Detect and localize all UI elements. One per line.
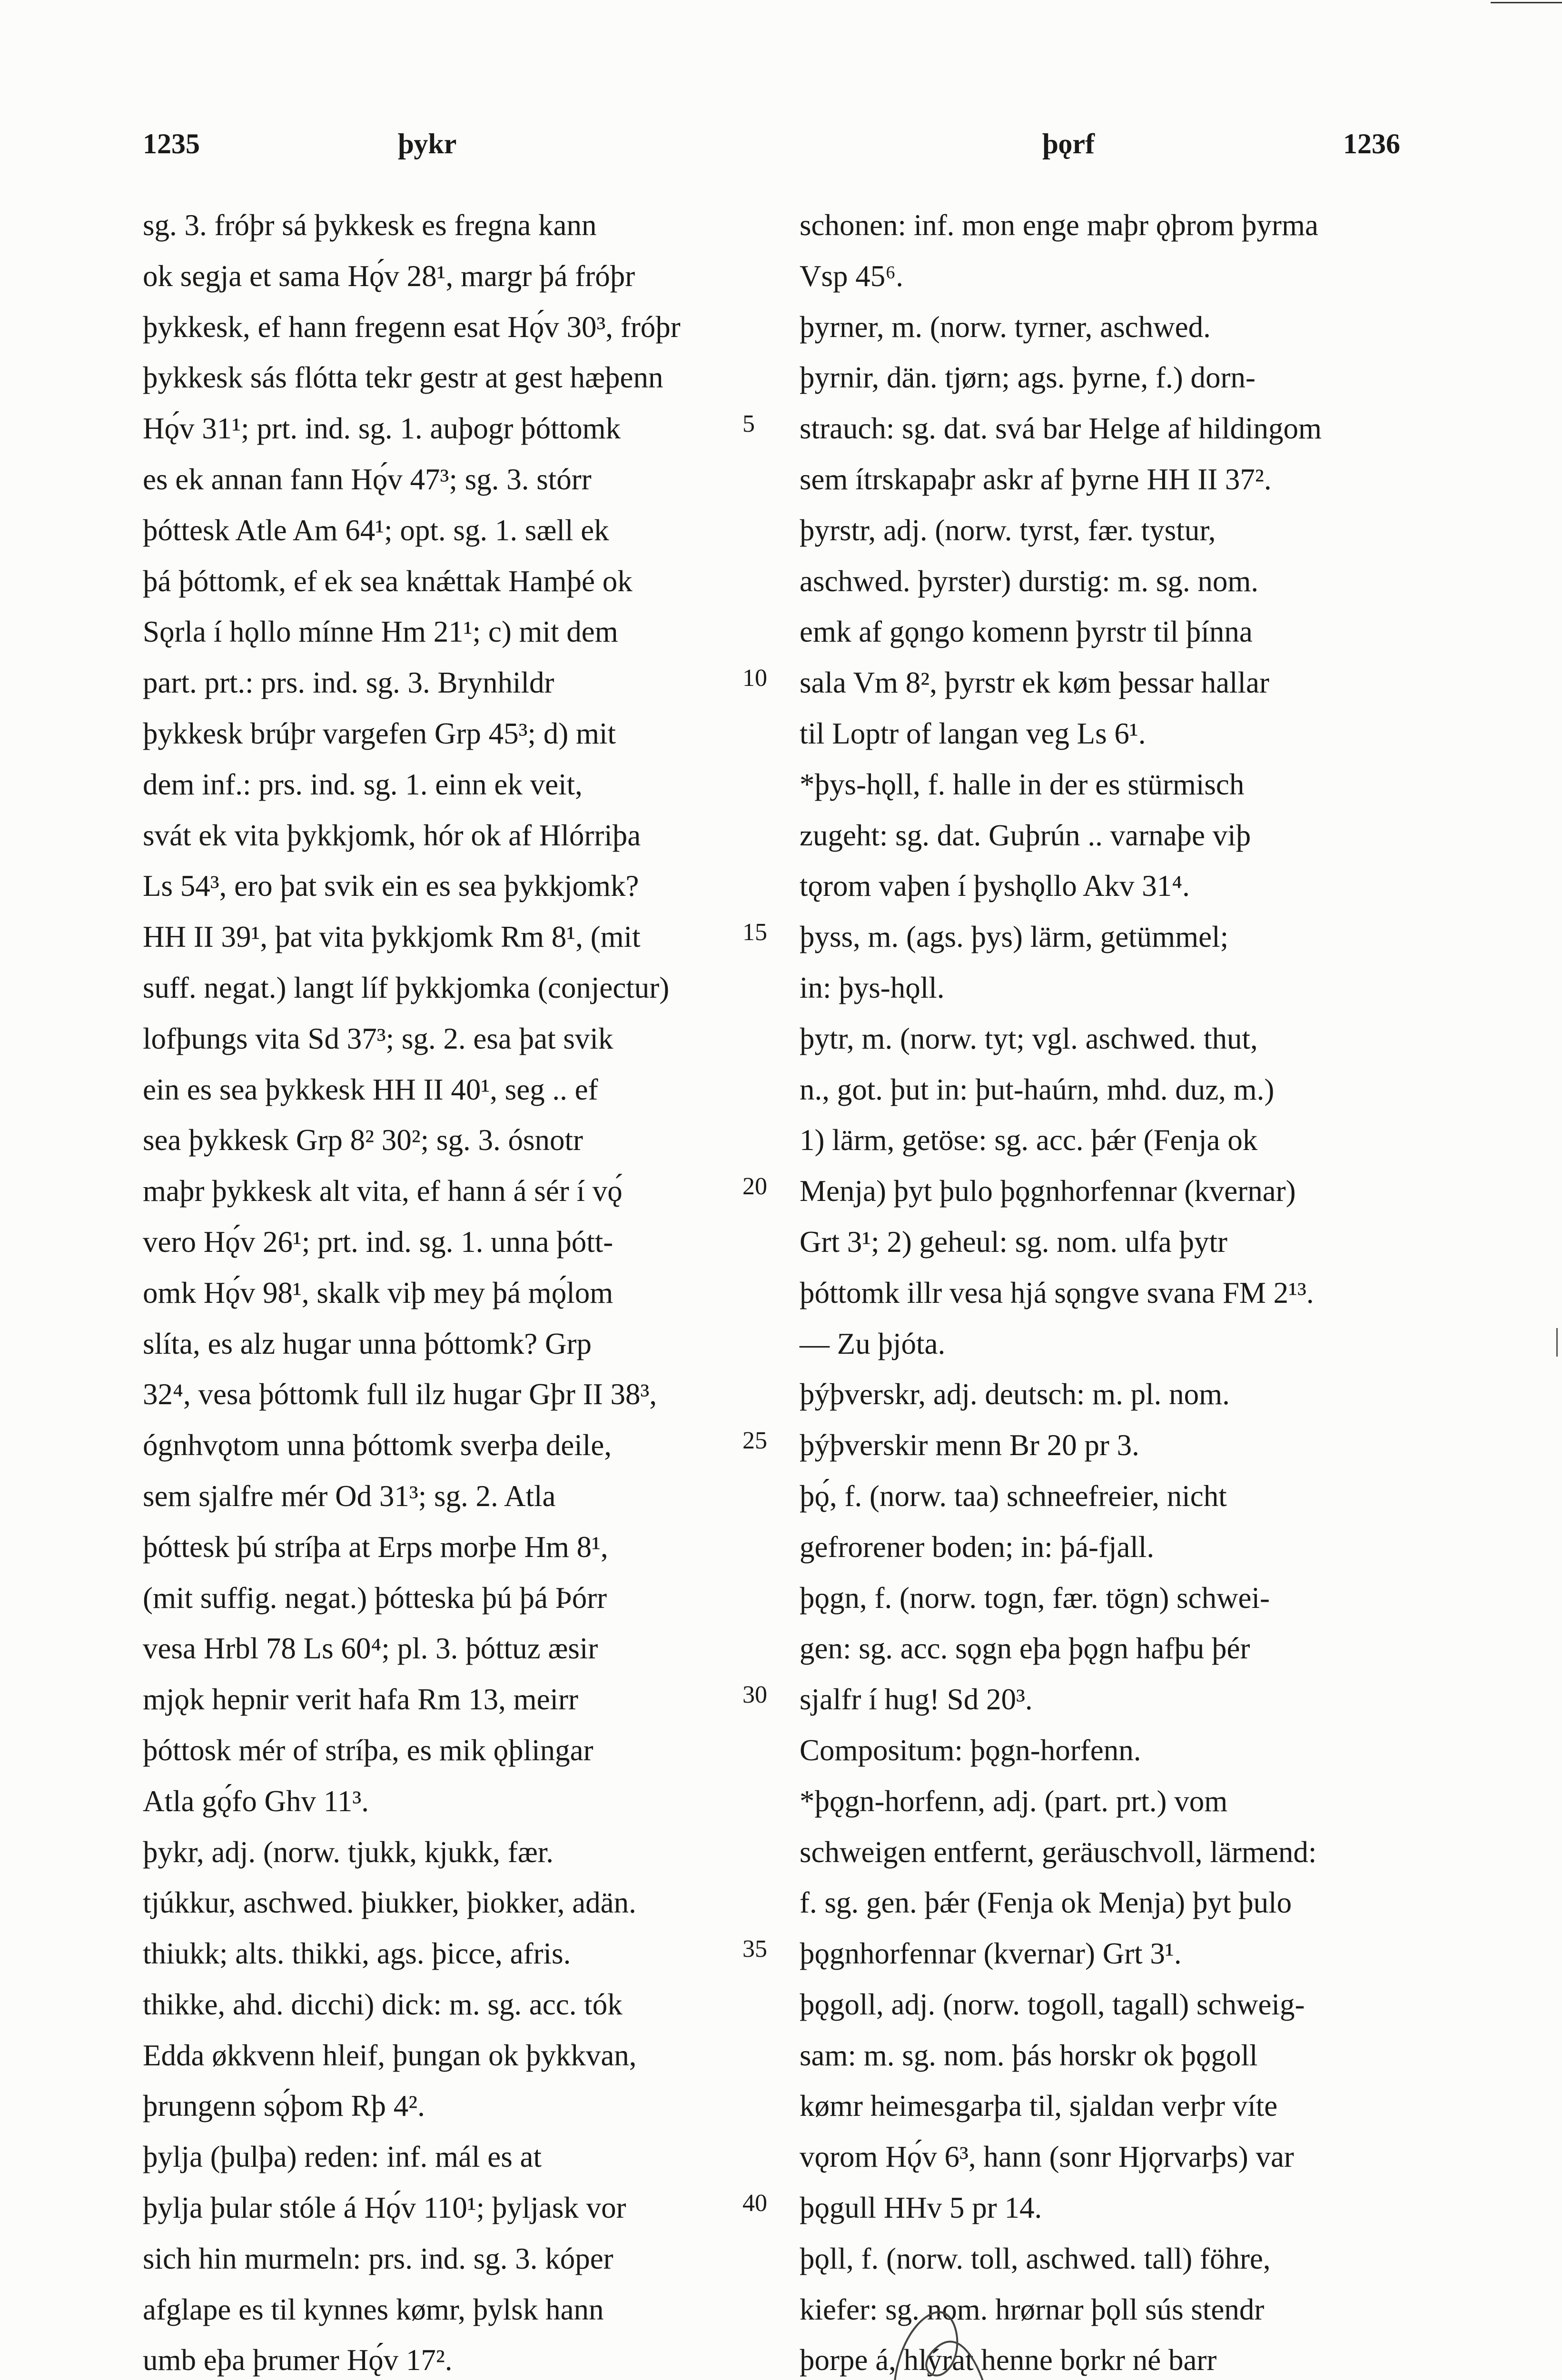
text-line: emk af gǫngo komenn þyrstr til þínna <box>800 615 1253 649</box>
text-line: til Loptr of langan veg Ls 6¹. <box>800 716 1146 750</box>
text-line: þorpe á, hlýrat henne bǫrkr né barr <box>800 2343 1217 2377</box>
text-line: þóttesk þú stríþa at Erps morþe Hm 8¹, <box>143 1530 608 1564</box>
text-line: sala Vm 8², þyrstr ek køm þessar hallar <box>800 666 1269 700</box>
text-line: þýþverskir menn Br 20 pr 3. <box>800 1428 1139 1462</box>
text-line: þóttosk mér of stríþa, es mik ǫþlingar <box>143 1733 593 1767</box>
text-line: þóttomk illr vesa hjá sǫngve svana FM 2¹³. <box>800 1276 1314 1309</box>
text-line: Hǫ́v 31¹; prt. ind. sg. 1. auþogr þóttomk <box>143 412 621 446</box>
text-line: gen: sg. acc. sǫgn eþa þǫgn hafþu þér <box>800 1632 1250 1666</box>
text-line: f. sg. gen. þǽr (Fenja ok Menja) þyt þulo <box>800 1886 1292 1920</box>
text-line: omk Hǫ́v 98¹, skalk viþ mey þá mǫ́lom <box>143 1276 613 1309</box>
right-running-head: þǫrf <box>1042 128 1095 159</box>
text-line: þyrnir, dän. tjørn; ags. þyrne, f.) dorn- <box>800 361 1256 395</box>
text-line: tjúkkur, aschwed. þiukker, þiokker, adän. <box>143 1886 636 1920</box>
text-line: vǫrom Hǫ́v 6³, hann (sonr Hjǫrvarþs) var <box>800 2140 1294 2174</box>
line-number: 10 <box>742 664 767 692</box>
text-line: þylja (þulþa) reden: inf. mál es at <box>143 2140 542 2174</box>
left-running-head: þykr <box>398 128 457 159</box>
text-line: þytr, m. (norw. tyt; vgl. aschwed. thut, <box>800 1021 1258 1055</box>
text-line: tǫrom vaþen í þyshǫllo Akv 31⁴. <box>800 869 1190 903</box>
text-line: þǫgoll, adj. (norw. togoll, tagall) schweig- <box>800 1987 1305 2021</box>
line-number: 30 <box>742 1681 767 1709</box>
text-line: sjalfr í hug! Sd 20³. <box>800 1683 1033 1716</box>
text-line: 32⁴, vesa þóttomk full ilz hugar Gþr II 38³, <box>143 1378 657 1411</box>
text-line: gefrorener boden; in: þá-fjall. <box>800 1530 1155 1564</box>
text-line: þykkesk, ef hann fregenn esat Hǫ́v 30³, fróþr <box>143 310 681 344</box>
right-column <box>800 200 1423 2380</box>
text-line: afglape es til kynnes kømr, þylsk hann <box>143 2292 604 2326</box>
text-line: part. prt.: prs. ind. sg. 3. Brynhildr <box>143 666 554 700</box>
text-line: aschwed. þyrster) durstig: m. sg. nom. <box>800 564 1259 598</box>
margin-mark <box>1556 1328 1558 1357</box>
text-line: (mit suffig. negat.) þótteska þú þá Þórr <box>143 1581 607 1615</box>
text-line: svát ek vita þykkjomk, hór ok af Hlórriþa <box>143 818 641 852</box>
text-line: n., got. þut in: þut-haúrn, mhd. duz, m.) <box>800 1072 1275 1106</box>
right-page-number: 1236 <box>1343 128 1400 159</box>
line-number: 40 <box>742 2190 767 2217</box>
text-line: þóttesk Atle Am 64¹; opt. sg. 1. sæll ek <box>143 513 609 547</box>
text-line: þylja þular stóle á Hǫ́v 110¹; þyljask vor <box>143 2191 626 2225</box>
text-line: zugeht: sg. dat. Guþrún .. varnaþe viþ <box>800 818 1251 852</box>
text-line: in: þys-hǫll. <box>800 971 945 1004</box>
text-line: *þǫgn-horfenn, adj. (part. prt.) vom <box>800 1784 1228 1818</box>
line-number: 5 <box>742 410 755 438</box>
text-line: mjǫk hepnir verit hafa Rm 13, meirr <box>143 1683 579 1716</box>
text-line: umb eþa þrumer Hǫ́v 17². <box>143 2343 453 2377</box>
text-line: þyrner, m. (norw. tyrner, aschwed. <box>800 310 1211 344</box>
text-line: þrungenn sǫ́þom Rþ 4². <box>143 2089 425 2123</box>
left-page-number: 1235 <box>143 128 200 159</box>
text-line: lofþungs vita Sd 37³; sg. 2. esa þat svik <box>143 1021 613 1055</box>
text-line: sem ítrskapaþr askr af þyrne HH II 37². <box>800 462 1272 496</box>
text-line: þykr, adj. (norw. tjukk, kjukk, fær. <box>143 1835 554 1869</box>
text-line: þǫgnhorfennar (kvernar) Grt 3¹. <box>800 1937 1182 1971</box>
text-line: ok segja et sama Hǫ́v 28¹, margr þá fróþr <box>143 259 635 293</box>
line-number: 15 <box>742 919 767 946</box>
text-line: sich hin murmeln: prs. ind. sg. 3. kóper <box>143 2241 613 2275</box>
text-line: þǫ́, f. (norw. taa) schneefreier, nicht <box>800 1479 1227 1513</box>
text-line: Vsp 45⁶. <box>800 259 903 293</box>
text-line: sg. 3. fróþr sá þykkesk es fregna kann <box>143 208 597 242</box>
text-line: þykkesk brúþr vargefen Grp 45³; d) mit <box>143 716 616 750</box>
text-line: þyss, m. (ags. þys) lärm, getümmel; <box>800 920 1229 954</box>
text-line: vesa Hrbl 78 Ls 60⁴; pl. 3. þóttuz æsir <box>143 1632 598 1666</box>
text-line: þýþverskr, adj. deutsch: m. pl. nom. <box>800 1378 1230 1411</box>
text-line: Compositum: þǫgn-horfenn. <box>800 1733 1141 1767</box>
text-line: vero Hǫ́v 26¹; prt. ind. sg. 1. unna þótt- <box>143 1225 613 1259</box>
text-line: strauch: sg. dat. svá bar Helge af hildingom <box>800 412 1322 446</box>
text-line: Ls 54³, ero þat svik ein es sea þykkjomk? <box>143 869 639 903</box>
text-line: þá þóttomk, ef ek sea knǽttak Hamþé ok <box>143 564 633 598</box>
text-line: ógnhvǫtom unna þóttomk sverþa deile, <box>143 1428 612 1462</box>
text-line: thiukk; alts. thikki, ags. þicce, afris. <box>143 1937 571 1971</box>
text-line: Atla gǫ́fo Ghv 11³. <box>143 1784 369 1818</box>
text-line: slíta, es alz hugar unna þóttomk? Grp <box>143 1327 592 1360</box>
text-line: þykkesk sás flótta tekr gestr at gest hæþenn <box>143 361 663 395</box>
text-line: kømr heimesgarþa til, sjaldan verþr víte <box>800 2089 1278 2123</box>
text-line: sea þykkesk Grp 8² 30²; sg. 3. ósnotr <box>143 1123 583 1157</box>
text-line: 1) lärm, getöse: sg. acc. þǽr (Fenja ok <box>800 1123 1258 1157</box>
text-line: schweigen entfernt, geräuschvoll, lärmend: <box>800 1835 1317 1869</box>
left-column <box>143 200 766 2380</box>
text-line: dem inf.: prs. ind. sg. 1. einn ek veit, <box>143 767 583 801</box>
line-number: 35 <box>742 1935 767 1963</box>
top-edge-rule <box>1491 2 1562 3</box>
text-line: *þys-hǫll, f. halle in der es stürmisch <box>800 767 1245 801</box>
text-line: Sǫrla í hǫllo mínne Hm 21¹; c) mit dem <box>143 615 618 649</box>
text-line: ein es sea þykkesk HH II 40¹, seg .. ef <box>143 1072 598 1106</box>
pencil-scribble <box>880 2294 1004 2380</box>
text-line: thikke, ahd. dicchi) dick: m. sg. acc. tók <box>143 1987 623 2021</box>
text-line: þyrstr, adj. (norw. tyrst, fær. tystur, <box>800 513 1216 547</box>
line-number: 25 <box>742 1427 767 1455</box>
text-line: þǫgull HHv 5 pr 14. <box>800 2191 1042 2225</box>
text-line: maþr þykkesk alt vita, ef hann á sér í vǫ́ <box>143 1174 623 1208</box>
text-line: sem sjalfre mér Od 31³; sg. 2. Atla <box>143 1479 556 1513</box>
text-line: sam: m. sg. nom. þás horskr ok þǫgoll <box>800 2038 1258 2072</box>
text-line: Edda økkvenn hleif, þungan ok þykkvan, <box>143 2038 637 2072</box>
text-line: — Zu þjóta. <box>800 1327 946 1360</box>
text-line: þǫgn, f. (norw. togn, fær. tögn) schwei- <box>800 1581 1270 1615</box>
text-line: es ek annan fann Hǫ́v 47³; sg. 3. stórr <box>143 462 592 496</box>
text-line: Grt 3¹; 2) geheul: sg. nom. ulfa þytr <box>800 1225 1227 1259</box>
text-line: þǫll, f. (norw. toll, aschwed. tall) föhre, <box>800 2241 1271 2275</box>
text-line: kiefer: sg. nom. hrørnar þǫll sús stendr <box>800 2292 1265 2326</box>
text-line: Menja) þyt þulo þǫgnhorfennar (kvernar) <box>800 1174 1296 1208</box>
text-line: schonen: inf. mon enge maþr ǫþrom þyrma <box>800 208 1318 242</box>
text-line: suff. negat.) langt líf þykkjomka (conjectur) <box>143 971 670 1004</box>
text-line: HH II 39¹, þat vita þykkjomk Rm 8¹, (mit <box>143 920 641 954</box>
line-number: 20 <box>742 1173 767 1200</box>
